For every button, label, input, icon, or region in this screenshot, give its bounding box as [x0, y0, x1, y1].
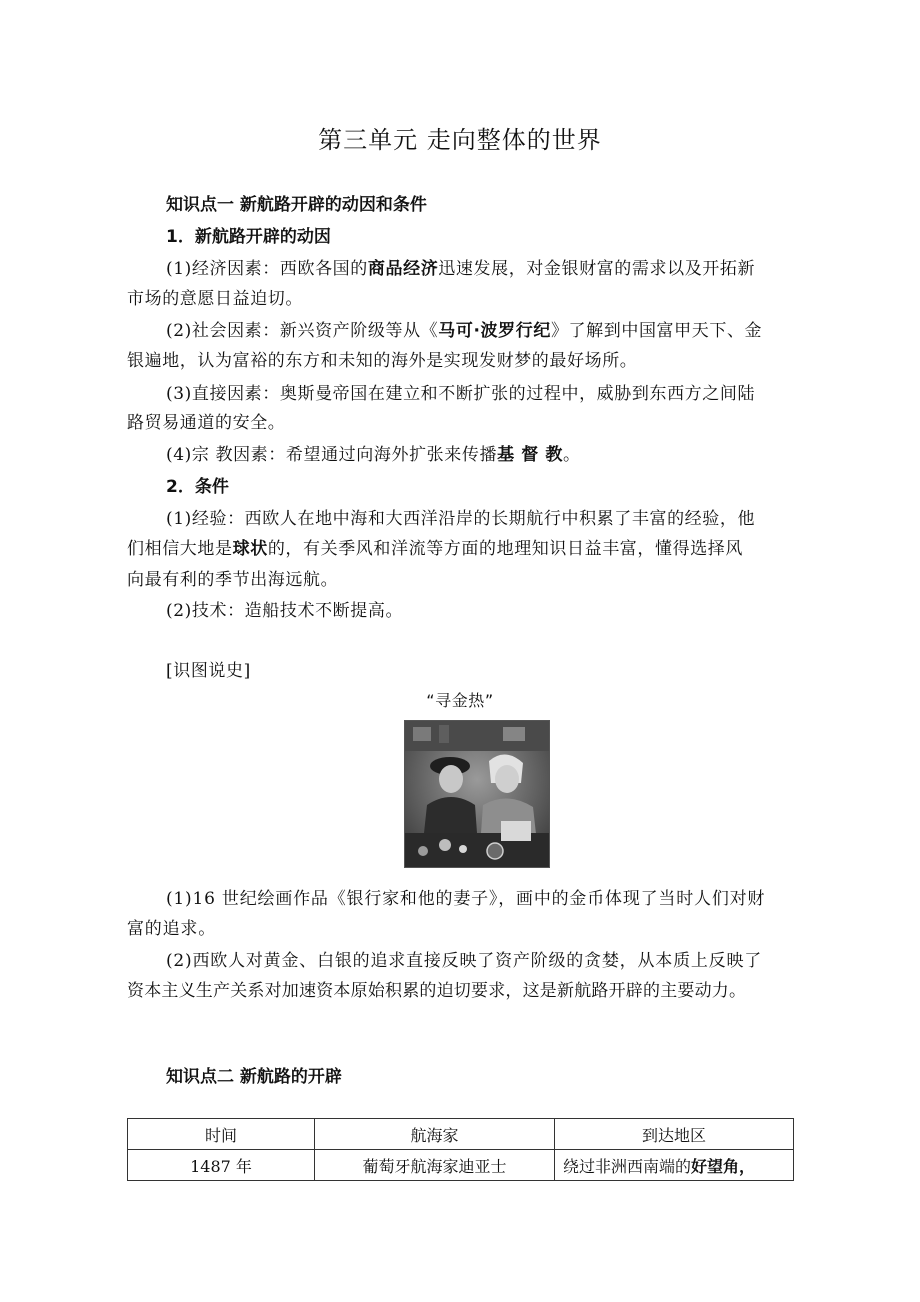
social-factor-post: 》了解到中国富甲天下、金: [550, 321, 763, 341]
painting-illustration: [405, 721, 549, 867]
table-header-row: [128, 1119, 794, 1150]
economic-factor-bold: 商品经济: [367, 259, 439, 279]
moneylender-painting-image: [404, 720, 550, 868]
economic-factor-pre: (1)经济因素：西欧各国的: [166, 259, 368, 279]
religious-factor-post: 。: [562, 445, 581, 465]
table-header-time: 时间: [128, 1119, 315, 1150]
experience-line1: (1)经验：西欧人在地中海和大西洋沿岸的长期航行中积累了丰富的经验，他: [166, 509, 756, 529]
social-factor-line2: 银遍地，认为富裕的东方和未知的海外是实现发财梦的最好场所。: [127, 351, 638, 371]
picture-note-1-line2: 富的追求。: [127, 919, 216, 939]
experience-line3: 向最有利的季节出海远航。: [127, 570, 339, 590]
technology-line: (2)技术：造船技术不断提高。: [166, 601, 404, 621]
picture-note-2-line2: 资本主义生产关系对加速资本原始积累的迫切要求，这是新航路开辟的主要动力。: [127, 981, 747, 1001]
region-post: ，: [739, 1156, 756, 1176]
social-factor-pre: (2)社会因素：新兴资产阶级等从《: [166, 321, 439, 341]
knowledge-point-2-heading: 知识点二 新航路的开辟: [166, 1067, 342, 1087]
table-cell-navigator: 葡萄牙航海家迪亚士: [315, 1150, 555, 1181]
table-cell-region: [555, 1150, 794, 1181]
picture-note-1-line1: (1)16 世纪绘画作品《银行家和他的妻子》，画中的金币体现了当时人们对财: [166, 889, 766, 909]
experience-pre: 们相信大地是: [127, 539, 233, 559]
direct-factor-line2: 路贸易通道的安全。: [127, 413, 286, 433]
section-1-title-text: 1．新航路开辟的动因: [166, 227, 331, 247]
economic-factor-post: 迅速发展，对金银财富的需求以及开拓新: [438, 259, 756, 279]
picture-note-2-line1: (2)西欧人对黄金、白银的追求直接反映了资产阶级的贪婪，从本质上反映了: [166, 951, 763, 971]
knowledge-point-1-heading: 知识点一 新航路开辟的动因和条件: [166, 195, 427, 215]
social-factor-line1: [166, 316, 762, 341]
section-2-title-text: 2．条件: [166, 477, 229, 497]
direct-factor-line1: (3)直接因素：奥斯曼帝国在建立和不断扩张的过程中，威胁到东西方之间陆: [166, 384, 756, 404]
economic-factor-line1: [166, 254, 755, 279]
experience-line2: [127, 534, 743, 559]
table-header-navigator: 航海家: [315, 1119, 555, 1150]
table-cell-time: 1487 年: [128, 1150, 315, 1181]
religious-factor-pre: (4)宗 教因素：希望通过向海外扩张来传播: [166, 445, 498, 465]
table-header-region: 到达地区: [555, 1119, 794, 1150]
navigation-table: [127, 1118, 794, 1181]
region-pre: 绕过非洲西南端的: [563, 1156, 692, 1176]
table-row: [128, 1150, 794, 1181]
picture-section-label: [识图说史]: [166, 661, 251, 681]
painting-caption: “寻金热”: [426, 691, 494, 710]
section-2-title: [166, 472, 229, 497]
religious-factor-bold: 基 督 教: [497, 445, 563, 465]
section-1-title: [166, 222, 331, 247]
social-factor-bold: 马可·波罗行纪: [438, 321, 551, 341]
page-title: 第三单元 走向整体的世界: [318, 126, 602, 154]
experience-post: 的，有关季风和洋流等方面的地理知识日益丰富，懂得选择风: [267, 539, 744, 559]
experience-bold: 球状: [232, 539, 268, 559]
religious-factor-line: [166, 440, 581, 465]
region-bold: 好望角: [691, 1156, 740, 1176]
economic-factor-line2: 市场的意愿日益迫切。: [127, 289, 303, 309]
